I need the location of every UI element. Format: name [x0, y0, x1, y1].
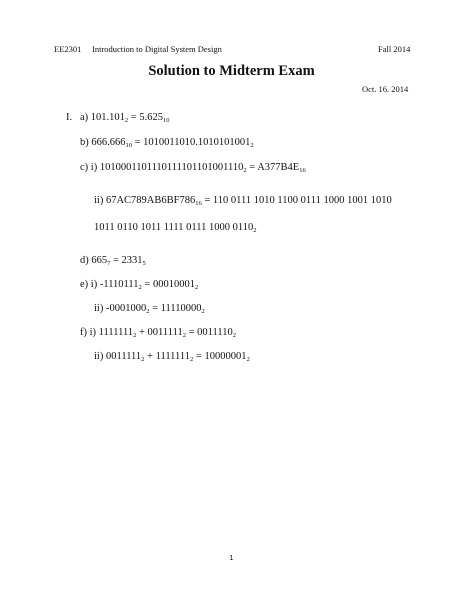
problem-number: I.: [66, 112, 73, 123]
fi-rhs: 0011110: [197, 327, 233, 338]
cii-eq: =: [201, 195, 213, 206]
eii-lhs-base: 2: [146, 308, 150, 315]
d-rhs-base: 5: [142, 260, 146, 267]
ei-lhs-base: 2: [138, 284, 142, 291]
answer-d: [80, 255, 146, 266]
fii-plus: +: [144, 351, 156, 362]
label-f-i: i): [89, 327, 97, 338]
fii-term2: 1111111: [155, 351, 191, 362]
cii-lhs-base: 16: [195, 200, 202, 207]
answer-e-i: [80, 279, 198, 290]
fii-term1: 0011111: [105, 351, 142, 362]
b-lhs-base: 10: [125, 142, 132, 149]
answer-f-i: [80, 327, 236, 338]
fii-rhs-base: 2: [246, 356, 250, 363]
eii-eq: =: [149, 303, 161, 314]
cii-cont-text: 1011 0110 1011 1111 0111 1000 0110: [94, 222, 254, 233]
cii-rhs: 110 0111 1010 1100 0111 1000 1001 1010: [212, 195, 392, 206]
d-lhs: 665: [91, 255, 108, 266]
label-b: b): [80, 137, 89, 148]
ci-rhs: A377B4E: [257, 162, 300, 173]
a-lhs-base: 2: [124, 117, 129, 124]
fii-eq: =: [193, 351, 205, 362]
d-rhs: 2331: [121, 255, 143, 266]
answer-c-i: [80, 162, 306, 173]
label-f: f): [80, 327, 87, 338]
label-e-ii: ii): [94, 303, 104, 314]
ci-rhs-base: 16: [299, 167, 306, 174]
a-lhs: 101.101: [90, 112, 125, 123]
b-rhs-base: 2: [250, 142, 254, 149]
fii-term1-base: 2: [141, 356, 145, 363]
a-rhs-base: 10: [162, 117, 170, 124]
label-c: c): [80, 162, 89, 173]
course-name: Introduction to Digital System Design: [92, 44, 222, 54]
b-rhs: 1010011010.1010101001: [143, 137, 251, 148]
a-eq: =: [128, 112, 140, 123]
ei-rhs-base: 2: [194, 284, 199, 291]
answer-c-ii: [94, 195, 392, 206]
fi-plus: +: [136, 327, 148, 338]
ei-lhs: -1110111: [99, 279, 139, 290]
exam-date: Oct. 16. 2014: [362, 84, 409, 94]
cii-cont-base: 2: [253, 227, 257, 234]
label-c-ii: ii): [94, 195, 104, 206]
cii-lhs: 67AC789AB6BF786: [105, 195, 196, 206]
d-lhs-base: 7: [107, 260, 111, 267]
fi-term1-base: 2: [133, 332, 137, 339]
eii-rhs-base: 2: [201, 308, 205, 315]
term: Fall 2014: [378, 44, 411, 54]
fi-term1: 1111111: [98, 327, 134, 338]
course-code: EE2301: [54, 44, 82, 54]
b-eq: =: [132, 137, 144, 148]
label-f-ii: ii): [94, 351, 104, 362]
page-number: 1: [229, 553, 234, 562]
fi-eq: =: [185, 327, 198, 338]
ci-lhs-base: 2: [243, 167, 247, 174]
fii-rhs: 10000001: [204, 351, 247, 362]
fi-term2: 0011111: [147, 327, 183, 338]
answer-c-ii-continued: [94, 222, 257, 233]
b-lhs: 666.666: [91, 137, 126, 148]
page-title: Solution to Midterm Exam: [148, 63, 315, 79]
answer-e-ii: [94, 303, 205, 314]
d-eq: =: [110, 255, 122, 266]
a-rhs: 5.625: [139, 112, 163, 123]
answer-a: [80, 112, 169, 123]
ci-eq: =: [246, 162, 258, 173]
answer-f-ii: [94, 351, 250, 362]
label-c-i: i): [90, 162, 98, 173]
label-d: d): [80, 255, 89, 266]
fi-term2-base: 2: [182, 332, 186, 339]
fi-rhs-base: 2: [232, 332, 236, 339]
ci-lhs: 1010001101110111101101001110: [99, 162, 244, 173]
ei-rhs: 00010001: [152, 279, 195, 290]
ei-eq: =: [141, 279, 153, 290]
label-e-i: i): [90, 279, 98, 290]
answer-b: [80, 137, 254, 148]
label-a: a): [80, 112, 89, 123]
eii-lhs: -0001000: [105, 303, 147, 314]
label-e: e): [80, 279, 89, 290]
fii-term2-base: 2: [190, 356, 194, 363]
eii-rhs: 11110000: [160, 303, 202, 314]
